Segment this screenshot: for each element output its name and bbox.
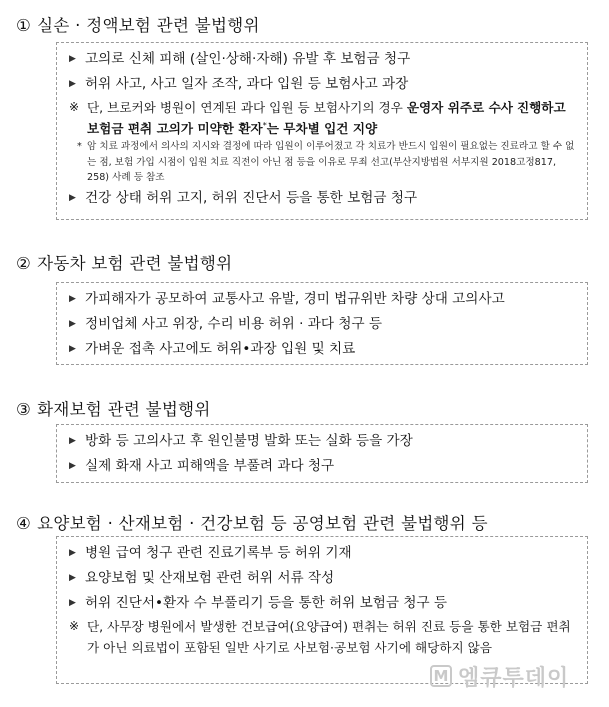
triangle-right-icon: ▶ xyxy=(69,294,76,304)
list-item: ▶ 허위 진단서•환자 수 부풀리기 등을 통한 허위 보험금 청구 등 xyxy=(67,591,579,616)
section-4-title: 요양보험 · 산재보험 · 건강보험 등 공영보험 관련 불법행위 등 xyxy=(37,514,488,533)
triangle-right-icon: ▶ xyxy=(69,319,76,329)
asterisk-mark: * xyxy=(77,141,82,152)
watermark-logo: M xyxy=(430,665,452,687)
triangle-right-icon: ▶ xyxy=(69,598,76,608)
section-4-number: ④ xyxy=(16,514,32,533)
list-item: ▶ 방화 등 고의사고 후 원인불명 발화 또는 실화 등을 가장 xyxy=(67,429,579,454)
triangle-right-icon: ▶ xyxy=(69,573,76,583)
watermark xyxy=(430,660,598,692)
list-item: ▶ 고의로 신체 피해 (살인·상해·자해) 유발 후 보험금 청구 xyxy=(67,47,579,72)
section-1-heading xyxy=(16,12,260,36)
section-2-heading xyxy=(16,250,232,274)
section-2-number: ② xyxy=(16,254,32,273)
triangle-right-icon: ▶ xyxy=(69,436,76,446)
section-1-note: ※ 단, 브로커와 병원이 연계된 과다 입원 등 보험사기의 경우 운영자 위주로 수사 진행하고 보험금 편취 고의가 미약한 환자*는 무차별 입건 지양 xyxy=(67,97,579,139)
list-item: ▶ 실제 화재 사고 피해액을 부풀려 과다 청구 xyxy=(67,454,579,479)
section-1-title: 실손 · 정액보험 관련 불법행위 xyxy=(37,16,260,35)
list-item: ▶ 가피해자가 공모하여 교통사고 유발, 경미 법규위반 차량 상대 고의사고 xyxy=(67,287,579,312)
list-item: ▶ 정비업체 사고 위장, 수리 비용 허위 · 과다 청구 등 xyxy=(67,312,579,337)
triangle-right-icon: ▶ xyxy=(69,461,76,471)
watermark-text: 엠큐투데이 xyxy=(458,665,570,691)
triangle-right-icon: ▶ xyxy=(69,548,76,558)
section-2-box xyxy=(56,282,588,365)
section-3-number: ③ xyxy=(16,400,32,419)
section-1-box xyxy=(56,42,588,220)
section-4-note: ※ 단, 사무장 병원에서 발생한 건보급여(요양급여) 편취는 허위 진료 등을 통한 보험금 편취가 아닌 의료법이 포함된 일반 사기로 사보험·공보험 사기에 해당하지 않음 xyxy=(67,616,579,658)
reference-mark: ※ xyxy=(69,100,80,114)
triangle-right-icon: ▶ xyxy=(69,192,76,203)
list-item: ▶ 허위 사고, 사고 일자 조작, 과다 입원 등 보험사고 과장 xyxy=(67,72,579,97)
list-item: ▶ 건강 상태 허위 고지, 허위 진단서 등을 통한 보험금 청구 xyxy=(67,186,579,211)
triangle-right-icon: ▶ xyxy=(69,79,76,89)
section-3-title: 화재보험 관련 불법행위 xyxy=(37,400,211,419)
section-2-title: 자동차 보험 관련 불법행위 xyxy=(37,254,233,273)
section-3-heading xyxy=(16,396,211,420)
section-3-box xyxy=(56,424,588,483)
reference-mark: ※ xyxy=(69,619,80,633)
section-4-heading xyxy=(16,510,488,534)
list-item: ▶ 병원 급여 청구 관련 진료기록부 등 허위 기재 xyxy=(67,541,579,566)
section-1-number: ① xyxy=(16,16,32,35)
section-1-footnote: * 암 치료 과정에서 의사의 지시와 결정에 따라 입원이 이루어졌고 각 치료가 반드시 입원이 필요없는 진료라고 할 수 없는 점, 보험 가입 시점이 입원 치료 직전이 아닌 점 등을 이유로 무죄 선고(부산지방법원 서부지원 2018고정817, 258) 사례 등 참조 xyxy=(77,141,575,183)
list-item: ▶ 가벼운 접촉 사고에도 허위•과장 입원 및 치료 xyxy=(67,337,579,362)
triangle-right-icon: ▶ xyxy=(69,344,76,354)
list-item: ▶ 요양보험 및 산재보험 관련 허위 서류 작성 xyxy=(67,566,579,591)
triangle-right-icon: ▶ xyxy=(69,54,76,64)
